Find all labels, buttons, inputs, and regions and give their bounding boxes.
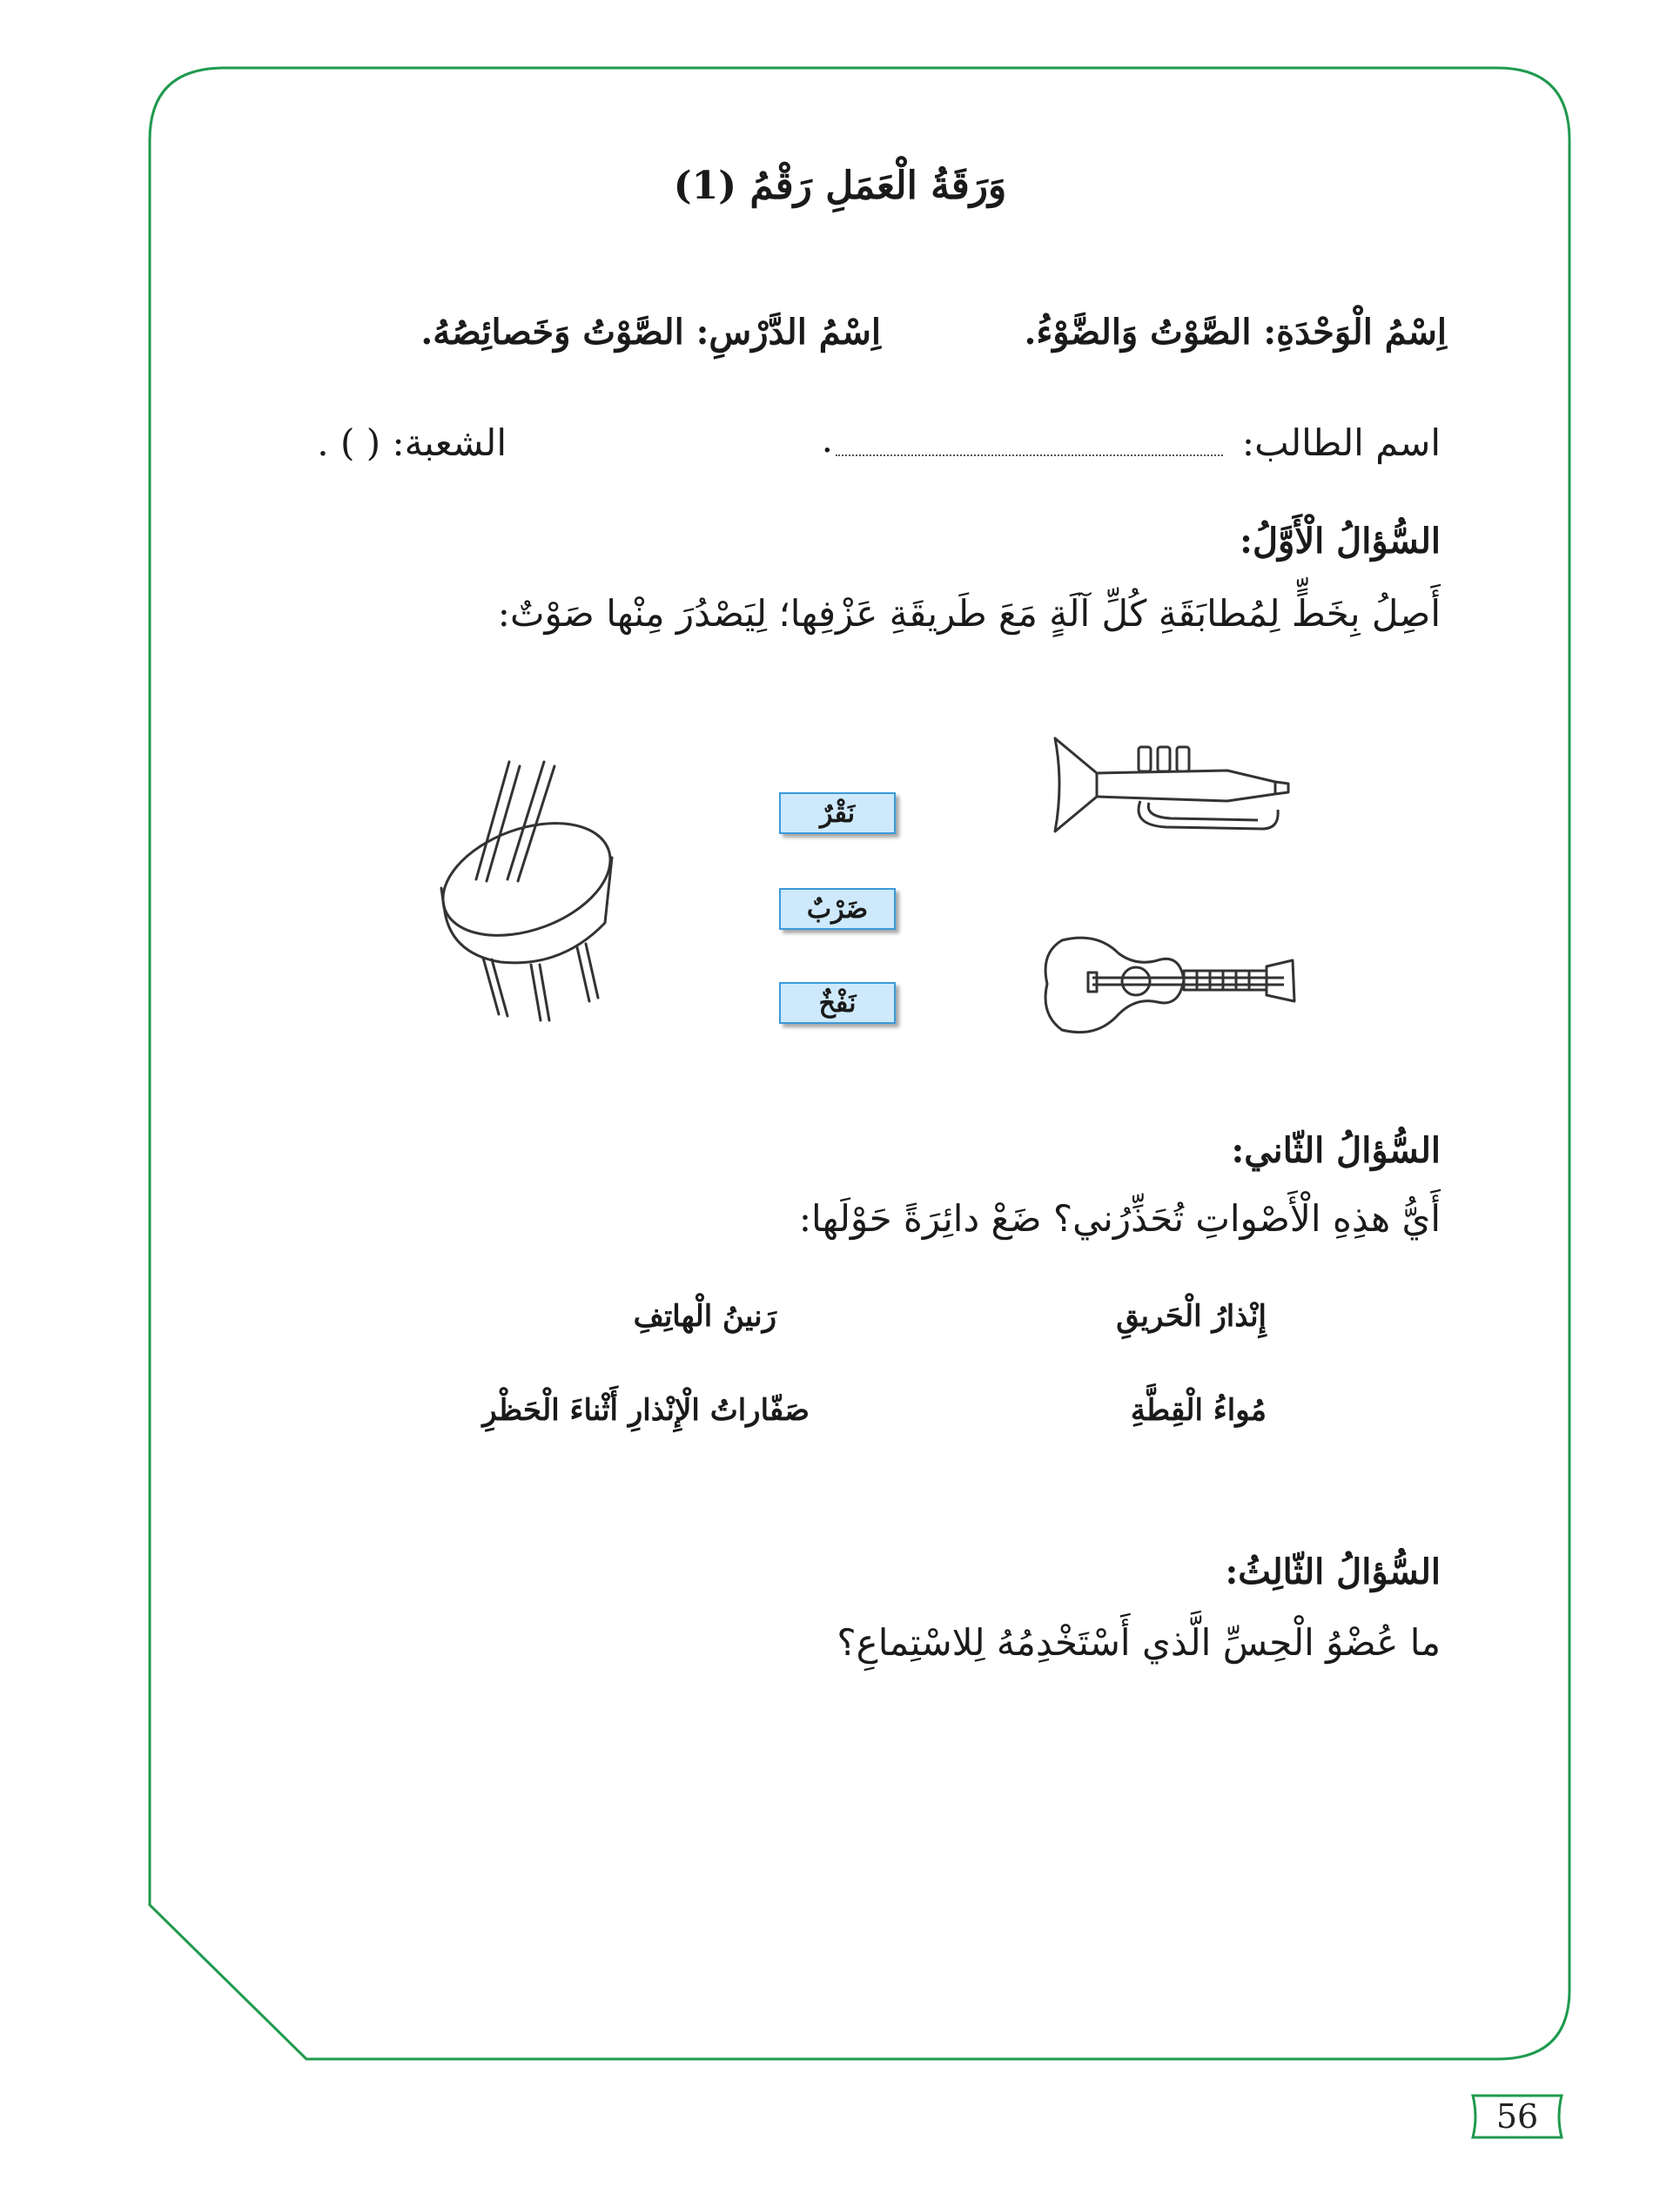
lesson-name: اِسْمُ الدَّرْسِ: الصَّوْتُ وَخَصائِصُهُ.: [420, 312, 881, 353]
choice-cat-meow[interactable]: مُواءُ الْقِطَّةِ: [1130, 1393, 1267, 1428]
section-label: الشعبة: ( ) .: [317, 421, 507, 464]
choice-fire-alarm[interactable]: إِنْذارُ الْحَريقِ: [1116, 1299, 1267, 1334]
q1-heading: السُّؤالُ الْأَوَّلُ:: [1240, 521, 1441, 562]
q3-heading: السُّؤالُ الثّالِثُ:: [1225, 1551, 1441, 1592]
worksheet-title: وَرَقَةُ الْعَمَلِ رَقْمُ (1): [673, 164, 1007, 208]
q3-text: ما عُضْوُ الْحِسِّ الَّذي أَسْتَخْدِمُهُ لِلاسْتِماعِ؟: [837, 1621, 1441, 1664]
option-blowing[interactable]: نَفْخٌ: [779, 982, 896, 1024]
trumpet-icon: [1045, 731, 1297, 845]
unit-name: اِسْمُ الْوَحْدَةِ: الصَّوْتُ وَالضَّوْءُ.: [1024, 312, 1447, 353]
choice-curfew-sirens[interactable]: صَفّاراتُ الْإِنْذارِ أَثْناءَ الْحَظْرِ: [482, 1393, 810, 1428]
option-striking[interactable]: ضَرْبٌ: [779, 888, 896, 930]
choice-phone-ring[interactable]: رَنينُ الْهاتِفِ: [633, 1299, 776, 1334]
guitar-icon: [1040, 927, 1301, 1049]
page-number: 56: [1495, 2097, 1539, 2136]
q1-text: أَصِلُ بِخَطٍّ لِمُطابَقَةِ كُلِّ آلَةٍ مَعَ طَريقَةِ عَزْفِها؛ لِيَصْدُرَ مِنْها صَوْتٌ:: [497, 592, 1441, 635]
q2-heading: السُّؤالُ الثّاني:: [1231, 1130, 1441, 1171]
student-name-label: اسم الطالب:: [1241, 421, 1441, 464]
drum-icon: [422, 749, 622, 1027]
option-tapping[interactable]: نَقْرٌ: [779, 792, 896, 834]
student-name-dotted-line[interactable]: [836, 454, 1223, 456]
name-period: .: [821, 418, 833, 461]
q2-text: أَيُّ هذِهِ الْأَصْواتِ تُحَذِّرُني؟ ضَعْ دائِرَةً حَوْلَها:: [798, 1197, 1441, 1240]
